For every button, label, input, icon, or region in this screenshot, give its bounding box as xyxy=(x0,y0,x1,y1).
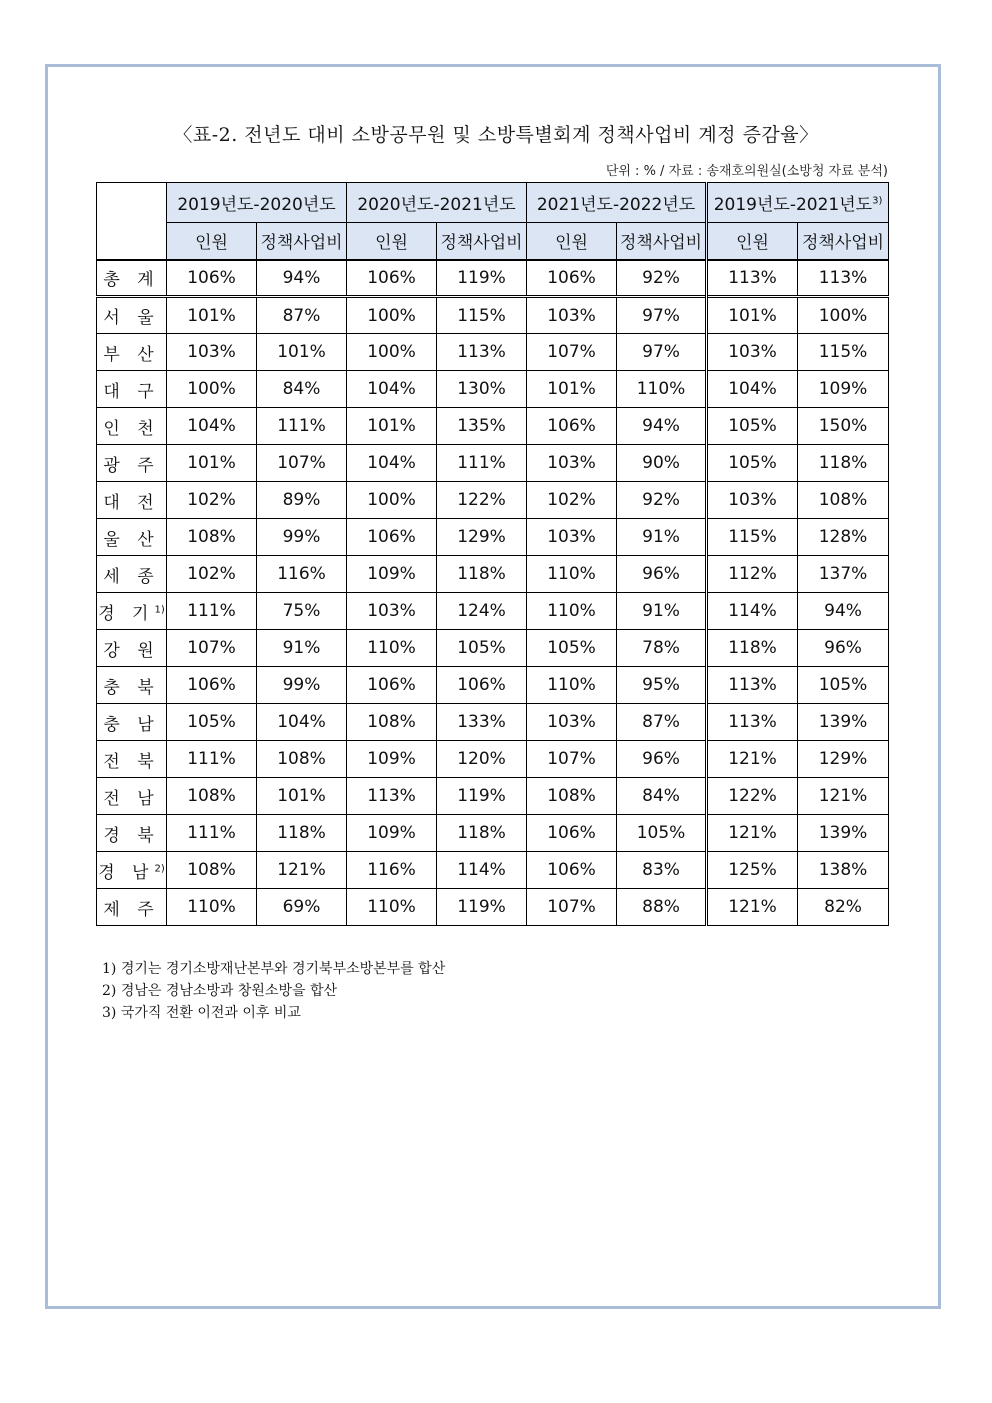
budget-rate-cell: 101% xyxy=(257,334,347,371)
budget-rate-cell: 111% xyxy=(437,445,527,482)
budget-rate-cell: 97% xyxy=(617,297,707,334)
staff-header: 인원 xyxy=(707,223,798,260)
table-row xyxy=(97,778,889,815)
staff-rate-cell: 100% xyxy=(347,482,437,519)
table-row xyxy=(97,297,889,334)
staff-rate-cell: 104% xyxy=(347,371,437,408)
staff-rate-cell: 106% xyxy=(167,260,257,297)
budget-rate-cell: 89% xyxy=(257,482,347,519)
staff-rate-cell: 109% xyxy=(347,741,437,778)
budget-rate-cell: 105% xyxy=(437,630,527,667)
budget-rate-cell: 96% xyxy=(617,741,707,778)
staff-rate-cell: 108% xyxy=(347,704,437,741)
budget-rate-cell: 119% xyxy=(437,778,527,815)
staff-header: 인원 xyxy=(167,223,257,260)
region-cell: 충 북 xyxy=(97,667,167,704)
budget-rate-cell: 75% xyxy=(257,593,347,630)
budget-rate-cell: 137% xyxy=(798,556,889,593)
budget-rate-cell: 97% xyxy=(617,334,707,371)
budget-rate-cell: 99% xyxy=(257,667,347,704)
staff-rate-cell: 107% xyxy=(167,630,257,667)
staff-rate-cell: 102% xyxy=(167,482,257,519)
budget-rate-cell: 100% xyxy=(798,297,889,334)
budget-rate-cell: 83% xyxy=(617,852,707,889)
staff-rate-cell: 106% xyxy=(347,260,437,297)
staff-rate-cell: 104% xyxy=(707,371,798,408)
staff-header: 인원 xyxy=(347,223,437,260)
table-row xyxy=(97,482,889,519)
period-header: 2021년도-2022년도 xyxy=(527,183,707,223)
staff-rate-cell: 103% xyxy=(527,297,617,334)
table-row xyxy=(97,704,889,741)
budget-rate-cell: 121% xyxy=(257,852,347,889)
table-row xyxy=(97,667,889,704)
budget-rate-cell: 91% xyxy=(617,593,707,630)
budget-rate-cell: 91% xyxy=(257,630,347,667)
budget-rate-cell: 113% xyxy=(437,334,527,371)
region-cell: 충 남 xyxy=(97,704,167,741)
period-header: 2020년도-2021년도 xyxy=(347,183,527,223)
budget-rate-cell: 104% xyxy=(257,704,347,741)
staff-rate-cell: 125% xyxy=(707,852,798,889)
staff-rate-cell: 121% xyxy=(707,889,798,926)
budget-rate-cell: 124% xyxy=(437,593,527,630)
staff-rate-cell: 106% xyxy=(347,667,437,704)
budget-rate-cell: 91% xyxy=(617,519,707,556)
budget-rate-cell: 78% xyxy=(617,630,707,667)
staff-rate-cell: 111% xyxy=(167,741,257,778)
budget-rate-cell: 101% xyxy=(257,778,347,815)
staff-rate-cell: 107% xyxy=(527,334,617,371)
staff-rate-cell: 103% xyxy=(527,445,617,482)
staff-rate-cell: 112% xyxy=(707,556,798,593)
staff-rate-cell: 103% xyxy=(527,519,617,556)
staff-rate-cell: 100% xyxy=(347,334,437,371)
staff-rate-cell: 101% xyxy=(707,297,798,334)
budget-rate-cell: 118% xyxy=(798,445,889,482)
staff-rate-cell: 103% xyxy=(167,334,257,371)
region-cell: 서 울 xyxy=(97,297,167,334)
budget-rate-cell: 84% xyxy=(617,778,707,815)
staff-rate-cell: 100% xyxy=(347,297,437,334)
table-row xyxy=(97,815,889,852)
budget-rate-cell: 118% xyxy=(437,556,527,593)
staff-rate-cell: 111% xyxy=(167,815,257,852)
staff-rate-cell: 108% xyxy=(167,519,257,556)
region-cell: 대 구 xyxy=(97,371,167,408)
budget-rate-cell: 94% xyxy=(617,408,707,445)
staff-rate-cell: 110% xyxy=(527,556,617,593)
staff-rate-cell: 106% xyxy=(527,260,617,297)
table-row xyxy=(97,260,889,297)
period-header: 2019년도-2021년도$^{3)}$ xyxy=(707,183,889,223)
table-row xyxy=(97,334,889,371)
budget-rate-cell: 114% xyxy=(437,852,527,889)
table-row xyxy=(97,445,889,482)
budget-rate-cell: 105% xyxy=(617,815,707,852)
budget-rate-cell: 118% xyxy=(437,815,527,852)
staff-rate-cell: 102% xyxy=(167,556,257,593)
staff-rate-cell: 118% xyxy=(707,630,798,667)
staff-rate-cell: 121% xyxy=(707,815,798,852)
staff-rate-cell: 101% xyxy=(167,445,257,482)
staff-rate-cell: 109% xyxy=(347,556,437,593)
staff-rate-cell: 110% xyxy=(527,667,617,704)
staff-rate-cell: 101% xyxy=(347,408,437,445)
footnote: 2) 경남은 경남소방과 창원소방을 합산 xyxy=(102,983,338,999)
budget-rate-cell: 69% xyxy=(257,889,347,926)
staff-rate-cell: 103% xyxy=(707,334,798,371)
budget-rate-cell: 139% xyxy=(798,704,889,741)
staff-rate-cell: 105% xyxy=(707,445,798,482)
region-cell: 경 북 xyxy=(97,815,167,852)
budget-rate-cell: 115% xyxy=(437,297,527,334)
staff-rate-cell: 103% xyxy=(707,482,798,519)
staff-rate-cell: 100% xyxy=(167,371,257,408)
staff-rate-cell: 107% xyxy=(527,741,617,778)
budget-rate-cell: 105% xyxy=(798,667,889,704)
staff-rate-cell: 103% xyxy=(527,704,617,741)
staff-rate-cell: 106% xyxy=(347,519,437,556)
budget-rate-cell: 106% xyxy=(437,667,527,704)
budget-rate-cell: 120% xyxy=(437,741,527,778)
staff-rate-cell: 101% xyxy=(527,371,617,408)
staff-rate-cell: 113% xyxy=(707,667,798,704)
staff-rate-cell: 108% xyxy=(527,778,617,815)
budget-rate-cell: 133% xyxy=(437,704,527,741)
staff-rate-cell: 115% xyxy=(707,519,798,556)
budget-rate-cell: 109% xyxy=(798,371,889,408)
rate-table xyxy=(96,182,889,926)
staff-rate-cell: 107% xyxy=(527,889,617,926)
table-row xyxy=(97,889,889,926)
region-cell: 울 산 xyxy=(97,519,167,556)
budget-rate-cell: 119% xyxy=(437,889,527,926)
footnotes xyxy=(102,958,445,1024)
budget-rate-cell: 92% xyxy=(617,260,707,297)
table-row xyxy=(97,371,889,408)
footnote: 1) 경기는 경기소방재난본부와 경기북부소방본부를 합산 xyxy=(102,961,446,977)
region-cell: 강 원 xyxy=(97,630,167,667)
staff-header: 인원 xyxy=(527,223,617,260)
staff-rate-cell: 105% xyxy=(527,630,617,667)
staff-rate-cell: 102% xyxy=(527,482,617,519)
staff-rate-cell: 101% xyxy=(167,297,257,334)
budget-rate-cell: 99% xyxy=(257,519,347,556)
staff-rate-cell: 104% xyxy=(347,445,437,482)
staff-rate-cell: 108% xyxy=(167,852,257,889)
unit-source-note: 단위 : % / 자료 : 송재호의원실(소방청 자료 분석) xyxy=(605,164,888,179)
budget-rate-cell: 135% xyxy=(437,408,527,445)
region-cell: 광 주 xyxy=(97,445,167,482)
budget-rate-cell: 118% xyxy=(257,815,347,852)
staff-rate-cell: 110% xyxy=(167,889,257,926)
budget-rate-cell: 94% xyxy=(257,260,347,297)
budget-rate-cell: 129% xyxy=(798,741,889,778)
budget-rate-cell: 90% xyxy=(617,445,707,482)
budget-rate-cell: 108% xyxy=(257,741,347,778)
staff-rate-cell: 106% xyxy=(527,852,617,889)
region-cell: 총 계 xyxy=(97,260,167,297)
budget-rate-cell: 108% xyxy=(798,482,889,519)
staff-rate-cell: 113% xyxy=(707,260,798,297)
staff-rate-cell: 116% xyxy=(347,852,437,889)
region-cell: 제 주 xyxy=(97,889,167,926)
period-header: 2019년도-2020년도 xyxy=(167,183,347,223)
table-row xyxy=(97,408,889,445)
budget-rate-cell: 113% xyxy=(798,260,889,297)
corner-cell xyxy=(97,183,167,260)
staff-rate-cell: 111% xyxy=(167,593,257,630)
table-row xyxy=(97,593,889,630)
budget-rate-cell: 119% xyxy=(437,260,527,297)
budget-header: 정책사업비 xyxy=(798,223,889,260)
budget-rate-cell: 87% xyxy=(257,297,347,334)
budget-header: 정책사업비 xyxy=(437,223,527,260)
region-cell: 부 산 xyxy=(97,334,167,371)
staff-rate-cell: 113% xyxy=(347,778,437,815)
budget-rate-cell: 129% xyxy=(437,519,527,556)
budget-rate-cell: 111% xyxy=(257,408,347,445)
staff-rate-cell: 106% xyxy=(527,408,617,445)
table-row xyxy=(97,519,889,556)
budget-rate-cell: 96% xyxy=(617,556,707,593)
region-cell: 경 남$^{2)}$ xyxy=(97,852,167,889)
region-cell: 대 전 xyxy=(97,482,167,519)
staff-rate-cell: 104% xyxy=(167,408,257,445)
budget-rate-cell: 88% xyxy=(617,889,707,926)
budget-header: 정책사업비 xyxy=(617,223,707,260)
staff-rate-cell: 106% xyxy=(527,815,617,852)
budget-rate-cell: 96% xyxy=(798,630,889,667)
staff-rate-cell: 105% xyxy=(707,408,798,445)
budget-rate-cell: 87% xyxy=(617,704,707,741)
region-cell: 전 남 xyxy=(97,778,167,815)
budget-rate-cell: 150% xyxy=(798,408,889,445)
staff-rate-cell: 121% xyxy=(707,741,798,778)
staff-rate-cell: 108% xyxy=(167,778,257,815)
table-row xyxy=(97,556,889,593)
table-row xyxy=(97,852,889,889)
budget-rate-cell: 82% xyxy=(798,889,889,926)
budget-rate-cell: 138% xyxy=(798,852,889,889)
budget-rate-cell: 115% xyxy=(798,334,889,371)
table-row xyxy=(97,741,889,778)
budget-rate-cell: 130% xyxy=(437,371,527,408)
staff-rate-cell: 113% xyxy=(707,704,798,741)
budget-rate-cell: 107% xyxy=(257,445,347,482)
staff-rate-cell: 114% xyxy=(707,593,798,630)
budget-rate-cell: 139% xyxy=(798,815,889,852)
budget-rate-cell: 128% xyxy=(798,519,889,556)
staff-rate-cell: 110% xyxy=(347,889,437,926)
footnote: 3) 국가직 전환 이전과 이후 비교 xyxy=(102,1005,301,1021)
table-row xyxy=(97,630,889,667)
region-cell: 세 종 xyxy=(97,556,167,593)
staff-rate-cell: 110% xyxy=(347,630,437,667)
budget-rate-cell: 92% xyxy=(617,482,707,519)
budget-header: 정책사업비 xyxy=(257,223,347,260)
budget-rate-cell: 94% xyxy=(798,593,889,630)
table-title: 〈표-2. 전년도 대비 소방공무원 및 소방특별회계 정책사업비 계정 증감율〉 xyxy=(173,124,819,146)
staff-rate-cell: 105% xyxy=(167,704,257,741)
budget-rate-cell: 110% xyxy=(617,371,707,408)
budget-rate-cell: 122% xyxy=(437,482,527,519)
staff-rate-cell: 122% xyxy=(707,778,798,815)
budget-rate-cell: 121% xyxy=(798,778,889,815)
staff-rate-cell: 106% xyxy=(167,667,257,704)
budget-rate-cell: 95% xyxy=(617,667,707,704)
budget-rate-cell: 116% xyxy=(257,556,347,593)
staff-rate-cell: 110% xyxy=(527,593,617,630)
region-cell: 전 북 xyxy=(97,741,167,778)
region-cell: 인 천 xyxy=(97,408,167,445)
region-cell: 경 기$^{1)}$ xyxy=(97,593,167,630)
budget-rate-cell: 84% xyxy=(257,371,347,408)
staff-rate-cell: 103% xyxy=(347,593,437,630)
staff-rate-cell: 109% xyxy=(347,815,437,852)
